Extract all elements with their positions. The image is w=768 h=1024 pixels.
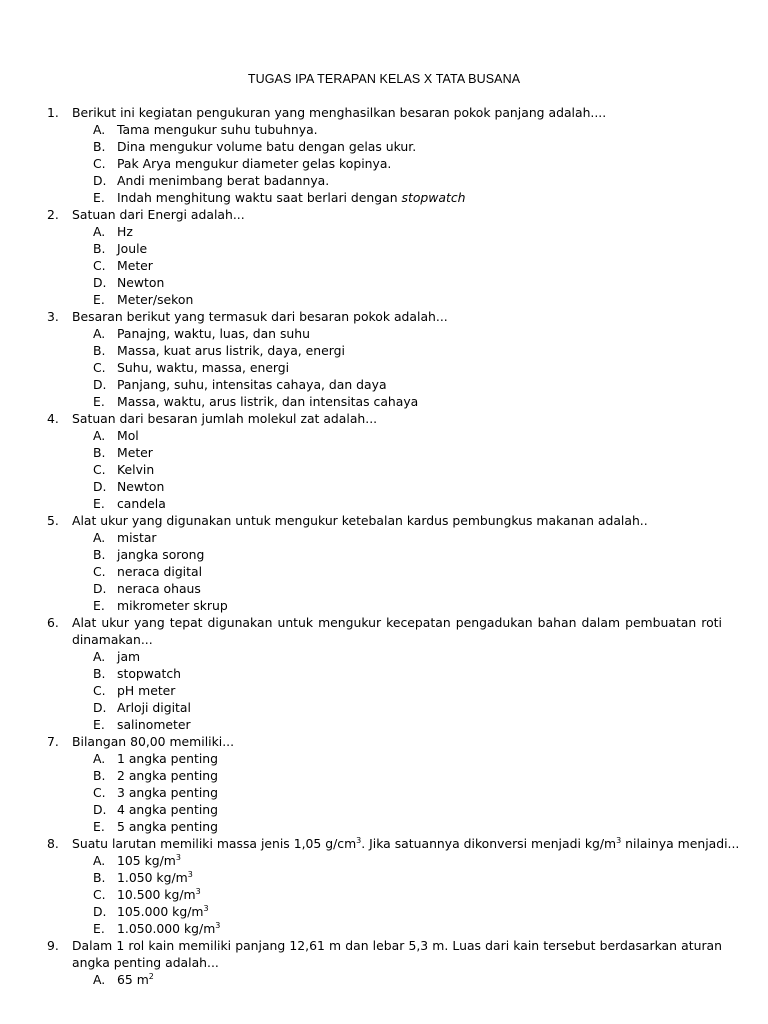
question-text: Berikut ini kegiatan pengukuran yang menghasilkan besaran pokok panjang adalah.... <box>72 105 607 120</box>
option-e <box>0 920 768 937</box>
option-letter: D. <box>93 377 107 392</box>
question-5 <box>0 512 768 614</box>
question-number: 6. <box>47 615 59 630</box>
question-number: 4. <box>47 411 59 426</box>
option-text-wrap <box>117 971 154 988</box>
option-letter: A. <box>93 428 106 443</box>
option-text-wrap <box>117 189 466 206</box>
option-text: Kelvin <box>117 462 155 477</box>
question-text: Dalam 1 rol kain memiliki panjang 12,61 m dan lebar 5,3 m. Luas dari kain tersebut berdasarkan aturan angka penting adalah... <box>72 938 722 970</box>
option-c <box>0 257 768 274</box>
option-c <box>0 682 768 699</box>
option-letter: D. <box>93 904 107 919</box>
question-4 <box>0 410 768 512</box>
superscript: 3 <box>356 836 362 845</box>
option-text: jam <box>117 649 141 664</box>
option-text-italic: stopwatch <box>401 190 466 205</box>
option-letter: A. <box>93 751 106 766</box>
option-text: Massa, waktu, arus listrik, dan intensitas cahaya <box>117 394 419 409</box>
option-b <box>0 869 768 886</box>
option-text: Panjang, suhu, intensitas cahaya, dan daya <box>117 377 387 392</box>
option-letter: E. <box>93 717 105 732</box>
option-text-wrap <box>117 920 220 937</box>
question-text-part: nilainya menjadi... <box>621 836 740 851</box>
option-letter: E. <box>93 921 105 936</box>
option-a <box>0 223 768 240</box>
question-text: Satuan dari Energi adalah... <box>72 207 245 222</box>
option-d <box>0 903 768 920</box>
option-text: 1.050.000 kg/m <box>117 921 216 936</box>
question-8 <box>0 835 768 937</box>
option-letter: C. <box>93 564 106 579</box>
option-text: 3 angka penting <box>117 785 218 800</box>
option-letter: E. <box>93 598 105 613</box>
option-letter: A. <box>93 649 106 664</box>
option-letter: E. <box>93 496 105 511</box>
document-title: TUGAS IPA TERAPAN KELAS X TATA BUSANA <box>247 72 521 86</box>
option-e <box>0 189 768 206</box>
option-letter: C. <box>93 785 106 800</box>
option-b <box>0 546 768 563</box>
option-e <box>0 393 768 410</box>
superscript: 3 <box>203 904 209 913</box>
option-text: 1.050 kg/m <box>117 870 188 885</box>
option-text: Dina mengukur volume batu dengan gelas ukur. <box>117 139 417 154</box>
option-text: 65 m <box>117 972 149 987</box>
superscript: 3 <box>215 921 221 930</box>
option-text-wrap <box>117 886 201 903</box>
option-letter: A. <box>93 224 106 239</box>
superscript: 3 <box>195 887 201 896</box>
option-text: Arloji digital <box>117 700 191 715</box>
option-text: Massa, kuat arus listrik, daya, energi <box>117 343 345 358</box>
option-letter: E. <box>93 819 105 834</box>
option-letter: C. <box>93 462 106 477</box>
option-text: Tama mengukur suhu tubuhnya. <box>117 122 318 137</box>
question-7 <box>0 733 768 835</box>
option-text: Newton <box>117 479 165 494</box>
option-text: 2 angka penting <box>117 768 218 783</box>
option-e <box>0 291 768 308</box>
option-text-wrap <box>117 869 193 886</box>
option-text: 4 angka penting <box>117 802 218 817</box>
option-letter: D. <box>93 802 107 817</box>
option-letter: D. <box>93 581 107 596</box>
question-text: Bilangan 80,00 memiliki... <box>72 734 235 749</box>
option-letter: A. <box>93 530 106 545</box>
option-text: neraca ohaus <box>117 581 201 596</box>
option-text: Indah menghitung waktu saat berlari dengan <box>117 190 402 205</box>
option-c <box>0 461 768 478</box>
question-text: Alat ukur yang digunakan untuk mengukur ketebalan kardus pembungkus makanan adalah.. <box>72 513 648 528</box>
question-9 <box>0 937 768 988</box>
option-text: candela <box>117 496 166 511</box>
option-d <box>0 801 768 818</box>
question-number: 1. <box>47 105 59 120</box>
option-b <box>0 138 768 155</box>
option-d <box>0 478 768 495</box>
option-a <box>0 427 768 444</box>
option-b <box>0 240 768 257</box>
question-text-part: Suatu larutan memiliki massa jenis 1,05 g/cm <box>72 836 357 851</box>
option-letter: B. <box>93 870 106 885</box>
option-letter: A. <box>93 853 106 868</box>
option-text: salinometer <box>117 717 191 732</box>
option-text: Pak Arya mengukur diameter gelas kopinya. <box>117 156 392 171</box>
question-text: Alat ukur yang tepat digunakan untuk mengukur kecepatan pengadukan bahan dalam pembuatan roti dinamakan... <box>72 615 722 647</box>
option-text: Hz <box>117 224 133 239</box>
option-text: pH meter <box>117 683 176 698</box>
option-letter: B. <box>93 666 106 681</box>
option-text: Meter/sekon <box>117 292 194 307</box>
option-c <box>0 563 768 580</box>
option-d <box>0 172 768 189</box>
option-letter: E. <box>93 394 105 409</box>
option-text: Newton <box>117 275 165 290</box>
option-text: Meter <box>117 258 153 273</box>
question-number: 7. <box>47 734 59 749</box>
option-text: mikrometer skrup <box>117 598 228 613</box>
option-letter: B. <box>93 139 106 154</box>
question-number: 2. <box>47 207 59 222</box>
option-text: 105.000 kg/m <box>117 904 204 919</box>
question-number: 5. <box>47 513 59 528</box>
option-a <box>0 529 768 546</box>
question-text: Besaran berikut yang termasuk dari besaran pokok adalah... <box>72 309 448 324</box>
option-e <box>0 495 768 512</box>
option-letter: A. <box>93 972 106 987</box>
option-text: 5 angka penting <box>117 819 218 834</box>
option-b <box>0 665 768 682</box>
option-letter: D. <box>93 479 107 494</box>
option-text: 10.500 kg/m <box>117 887 196 902</box>
option-a <box>0 852 768 869</box>
option-letter: E. <box>93 190 105 205</box>
question-text-part: . Jika satuannya dikonversi menjadi kg/m <box>361 836 617 851</box>
option-text: Meter <box>117 445 153 460</box>
question-6 <box>0 614 768 733</box>
option-letter: C. <box>93 156 106 171</box>
question-text <box>72 835 740 852</box>
option-a <box>0 648 768 665</box>
option-c <box>0 155 768 172</box>
option-letter: C. <box>93 683 106 698</box>
option-text-wrap <box>117 852 181 869</box>
option-letter: B. <box>93 241 106 256</box>
option-c <box>0 784 768 801</box>
option-text: 1 angka penting <box>117 751 218 766</box>
superscript: 3 <box>616 836 622 845</box>
question-1 <box>0 104 768 206</box>
option-b <box>0 342 768 359</box>
option-e <box>0 818 768 835</box>
option-b <box>0 767 768 784</box>
option-text: Joule <box>117 241 148 256</box>
option-text: Panajng, waktu, luas, dan suhu <box>117 326 310 341</box>
question-2 <box>0 206 768 308</box>
question-number: 8. <box>47 836 59 851</box>
question-3 <box>0 308 768 410</box>
option-a <box>0 325 768 342</box>
option-d <box>0 699 768 716</box>
option-letter: D. <box>93 173 107 188</box>
option-letter: C. <box>93 887 106 902</box>
option-text: jangka sorong <box>117 547 205 562</box>
option-c <box>0 359 768 376</box>
question-list <box>0 104 768 988</box>
option-letter: E. <box>93 292 105 307</box>
superscript: 2 <box>148 972 154 981</box>
option-b <box>0 444 768 461</box>
option-letter: C. <box>93 258 106 273</box>
option-c <box>0 886 768 903</box>
option-a <box>0 121 768 138</box>
option-text: 105 kg/m <box>117 853 176 868</box>
question-text: Satuan dari besaran jumlah molekul zat adalah... <box>72 411 378 426</box>
superscript: 3 <box>187 870 193 879</box>
option-d <box>0 580 768 597</box>
option-letter: A. <box>93 122 106 137</box>
option-d <box>0 274 768 291</box>
option-letter: B. <box>93 768 106 783</box>
option-text: stopwatch <box>117 666 182 681</box>
option-text: Suhu, waktu, massa, energi <box>117 360 290 375</box>
option-e <box>0 716 768 733</box>
option-letter: B. <box>93 445 106 460</box>
option-text: Andi menimbang berat badannya. <box>117 173 330 188</box>
option-text-wrap <box>117 903 209 920</box>
option-text: neraca digital <box>117 564 203 579</box>
option-letter: B. <box>93 547 106 562</box>
superscript: 3 <box>175 853 181 862</box>
option-a <box>0 971 768 988</box>
option-text: mistar <box>117 530 157 545</box>
option-letter: C. <box>93 360 106 375</box>
question-number: 9. <box>47 938 59 953</box>
question-number: 3. <box>47 309 59 324</box>
option-letter: D. <box>93 700 107 715</box>
option-letter: A. <box>93 326 106 341</box>
option-d <box>0 376 768 393</box>
option-e <box>0 597 768 614</box>
option-letter: D. <box>93 275 107 290</box>
option-text: Mol <box>117 428 139 443</box>
option-letter: B. <box>93 343 106 358</box>
option-a <box>0 750 768 767</box>
